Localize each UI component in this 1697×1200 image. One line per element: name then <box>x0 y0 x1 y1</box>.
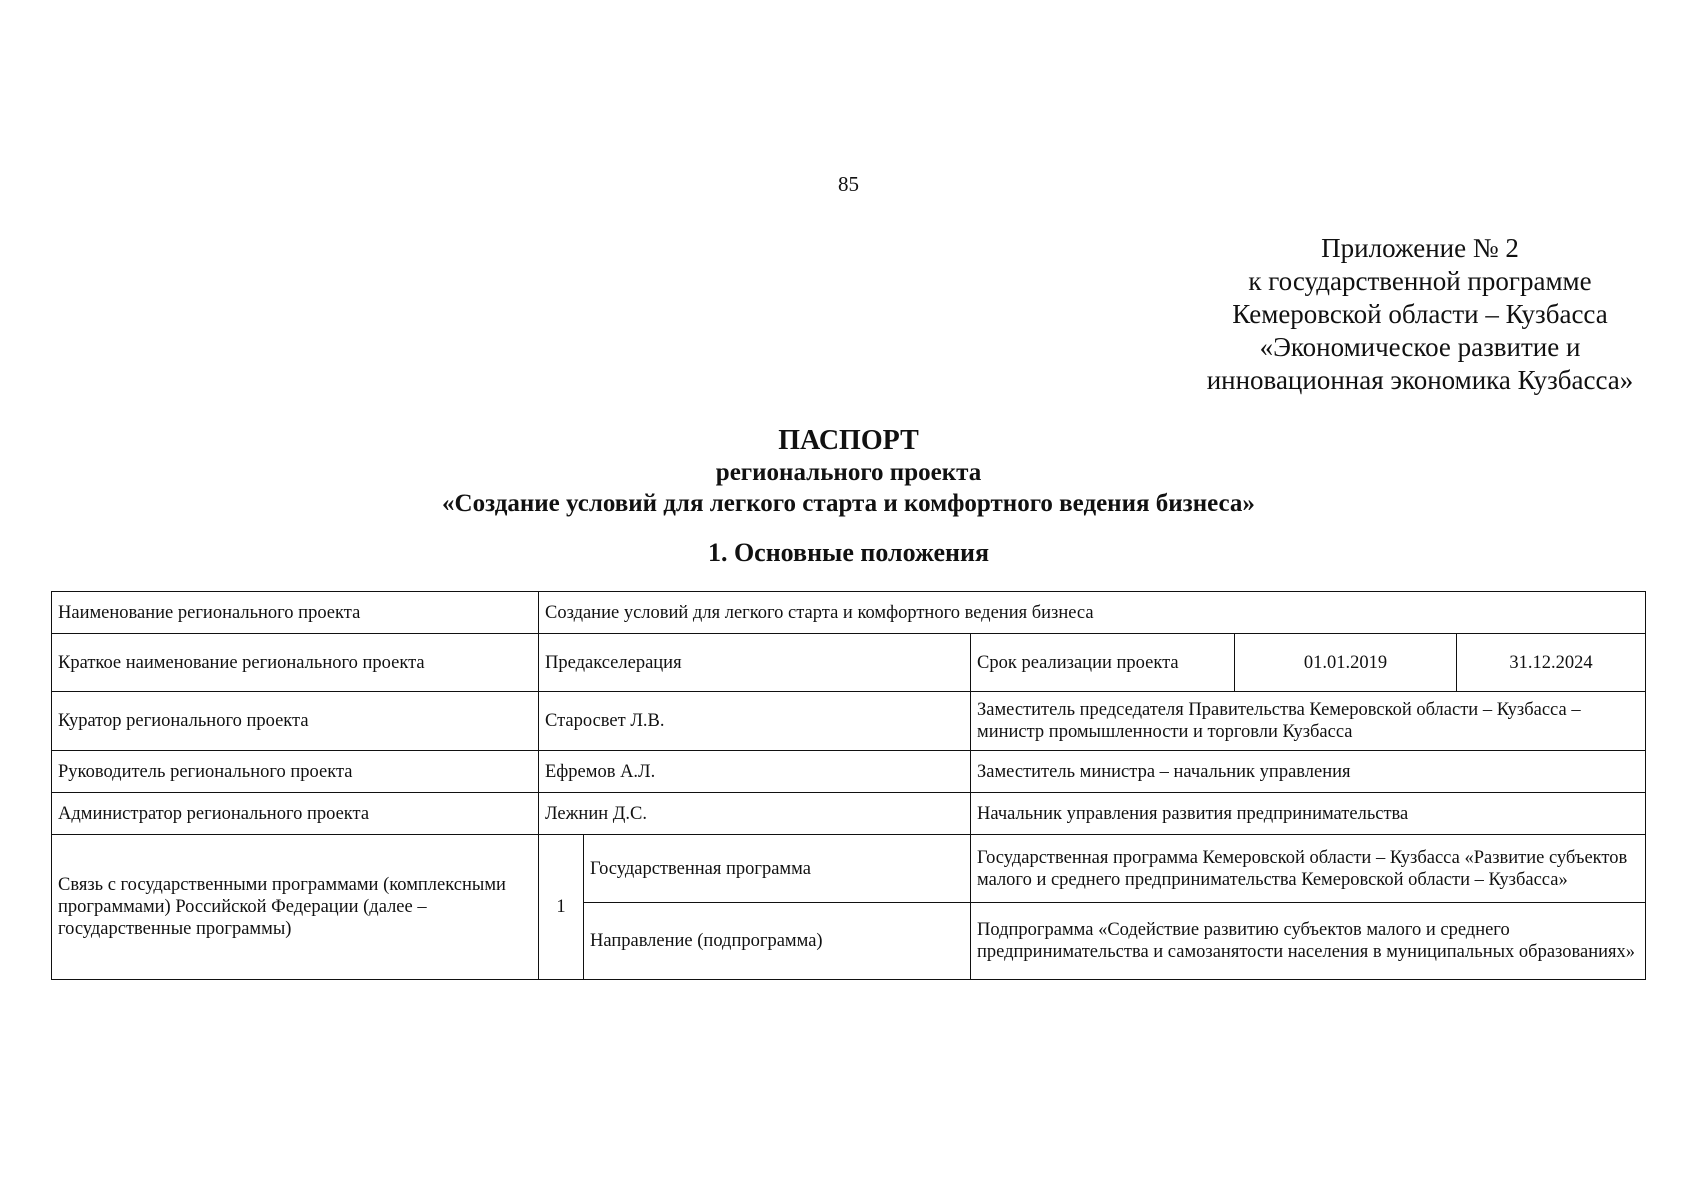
table-row <box>52 793 1646 835</box>
curator-name: Старосвет Л.В. <box>539 692 971 751</box>
gov-program-value: Государственная программа Кемеровской области – Кузбасса «Развитие субъектов малого и среднего предпринимательства Кемеровской области – Кузбасса» <box>971 835 1646 903</box>
curator-label: Куратор регионального проекта <box>52 692 539 751</box>
appendix-line: «Экономическое развитие и <box>1259 332 1581 362</box>
document-title <box>0 425 1697 519</box>
head-position: Заместитель министра – начальник управления <box>971 751 1646 793</box>
head-name: Ефремов А.Л. <box>539 751 971 793</box>
appendix-line: Кемеровской области – Кузбасса <box>1232 299 1608 329</box>
curator-position: Заместитель председателя Правительства Кемеровской области – Кузбасса – министр промышленности и торговли Кузбасса <box>971 692 1646 751</box>
appendix-line: Приложение № 2 <box>1321 233 1519 263</box>
title-line-subtitle: регионального проекта <box>715 459 982 486</box>
project-name-label: Наименование регионального проекта <box>52 592 539 634</box>
passport-table <box>51 591 1646 980</box>
table-row <box>52 634 1646 692</box>
table-row <box>52 835 1646 903</box>
short-name-label: Краткое наименование регионального проекта <box>52 634 539 692</box>
admin-position: Начальник управления развития предпринимательства <box>971 793 1646 835</box>
end-date: 31.12.2024 <box>1457 634 1646 692</box>
appendix-line: к государственной программе <box>1248 266 1592 296</box>
admin-name: Лежнин Д.С. <box>539 793 971 835</box>
direction-value: Подпрограмма «Содействие развитию субъектов малого и среднего предпринимательства и самозанятости населения в муниципальных образованиях» <box>971 903 1646 980</box>
admin-label: Администратор регионального проекта <box>52 793 539 835</box>
appendix-line: инновационная экономика Кузбасса» <box>1206 365 1634 395</box>
program-number: 1 <box>539 835 584 980</box>
title-line-project-name: «Создание условий для легкого старта и комфортного ведения бизнеса» <box>442 490 1255 517</box>
table-row <box>52 692 1646 751</box>
short-name-value: Предакселерация <box>539 634 971 692</box>
term-label: Срок реализации проекта <box>971 634 1235 692</box>
table-row <box>52 592 1646 634</box>
gov-program-label: Государственная программа <box>584 835 971 903</box>
section-title: 1. Основные положения <box>707 538 990 567</box>
project-name-value: Создание условий для легкого старта и комфортного ведения бизнеса <box>539 592 1646 634</box>
title-line-passport: ПАСПОРТ <box>778 425 919 456</box>
page-number: 85 <box>838 172 859 196</box>
appendix-block <box>1185 232 1655 397</box>
head-label: Руководитель регионального проекта <box>52 751 539 793</box>
table-row <box>52 751 1646 793</box>
direction-label: Направление (подпрограмма) <box>584 903 971 980</box>
start-date: 01.01.2019 <box>1235 634 1457 692</box>
programs-link-label: Связь с государственными программами (комплексными программами) Российской Федерации (далее – государственные программы) <box>52 835 539 980</box>
